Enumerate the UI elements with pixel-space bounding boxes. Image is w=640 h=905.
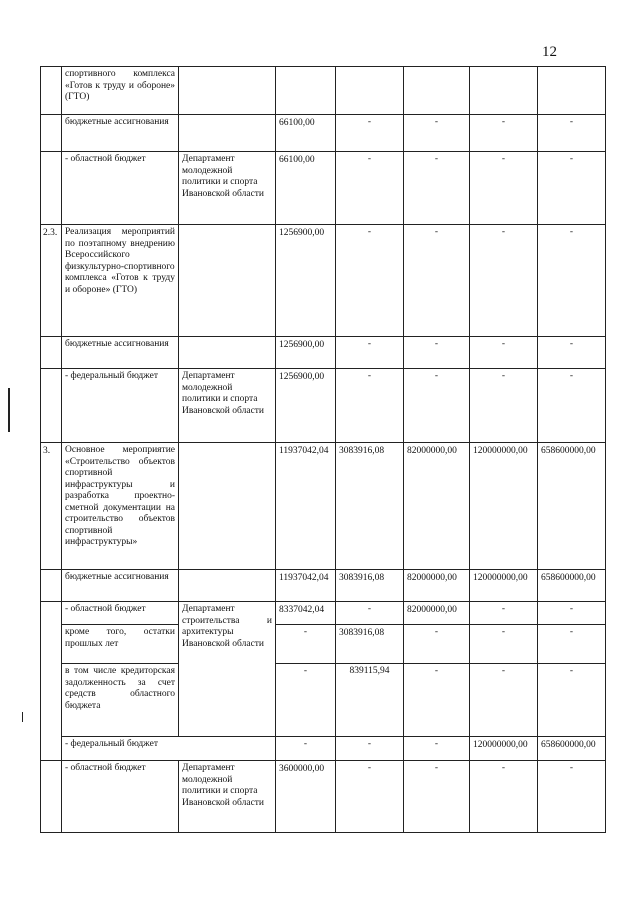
row-year-value: 82000000,00 (404, 443, 470, 570)
row-year-value: - (336, 761, 404, 833)
row-year-value: - (470, 602, 538, 625)
row-total: 1256900,00 (276, 337, 336, 369)
row-year-value: 658600000,00 (538, 570, 606, 602)
row-name: Основное мероприятие «Строительство объектов спортивной инфраструктуры и разработка проектно-сметной документации на строительство объектов спортивной инфраструктуры» (62, 443, 179, 570)
row-year-value (470, 67, 538, 115)
row-name: - федеральный бюджет (62, 737, 276, 761)
row-year-value: - (470, 625, 538, 664)
row-year-value: 3083916,08 (336, 443, 404, 570)
table-row (41, 602, 606, 625)
table-row (41, 761, 606, 833)
row-name: бюджетные ассигнования (62, 337, 179, 369)
row-year-value: - (404, 115, 470, 152)
row-year-value: - (336, 152, 404, 225)
row-name: - областной бюджет (62, 152, 179, 225)
row-year-value: - (538, 115, 606, 152)
row-year-value: 120000000,00 (470, 570, 538, 602)
row-total: - (276, 737, 336, 761)
row-executor (179, 67, 276, 115)
financing-table (40, 66, 606, 833)
row-total: 66100,00 (276, 152, 336, 225)
table-row (41, 737, 606, 761)
row-year-value: - (336, 337, 404, 369)
row-name: в том числе кредиторская задолженность за счет средств областного бюджета (62, 664, 179, 737)
row-year-value: - (404, 225, 470, 337)
row-total: 1256900,00 (276, 225, 336, 337)
row-index (41, 570, 62, 602)
table-row (41, 67, 606, 115)
row-executor (179, 337, 276, 369)
row-name: спортивного комплекса «Готов к труду и обороне» (ГТО) (62, 67, 179, 115)
row-year-value: - (470, 369, 538, 443)
row-index (41, 602, 62, 761)
table-row (41, 225, 606, 337)
row-index (41, 337, 62, 369)
row-total: 66100,00 (276, 115, 336, 152)
table-row (41, 152, 606, 225)
row-year-value: - (470, 337, 538, 369)
row-year-value: - (538, 664, 606, 737)
row-year-value: - (538, 761, 606, 833)
row-year-value: - (336, 369, 404, 443)
table-row (41, 337, 606, 369)
row-executor (179, 115, 276, 152)
row-year-value: - (404, 664, 470, 737)
row-year-value: - (336, 225, 404, 337)
row-year-value: - (538, 337, 606, 369)
row-total: - (276, 664, 336, 737)
row-year-value: 3083916,08 (336, 570, 404, 602)
row-executor: Департамент молодежной политики и спорта Ивановской области (179, 761, 276, 833)
row-name: - федеральный бюджет (62, 369, 179, 443)
table-row (41, 625, 606, 664)
row-total: 11937042,04 (276, 570, 336, 602)
row-year-value: - (336, 115, 404, 152)
row-index: 2.3. (41, 225, 62, 337)
row-total (276, 67, 336, 115)
row-name: бюджетные ассигнования (62, 115, 179, 152)
row-total: 8337042,04 (276, 602, 336, 625)
table-row (41, 570, 606, 602)
row-year-value: 82000000,00 (404, 602, 470, 625)
row-year-value: 658600000,00 (538, 737, 606, 761)
scan-mark (22, 712, 23, 722)
table-row (41, 443, 606, 570)
scan-mark (8, 388, 10, 432)
row-year-value: - (404, 152, 470, 225)
row-year-value: - (538, 369, 606, 443)
row-year-value: 120000000,00 (470, 737, 538, 761)
row-year-value: - (470, 225, 538, 337)
row-year-value: - (538, 602, 606, 625)
row-index (41, 152, 62, 225)
row-year-value: 839115,94 (336, 664, 404, 737)
row-year-value (538, 67, 606, 115)
row-name: кроме того, остатки прошлых лет (62, 625, 179, 664)
row-total: 3600000,00 (276, 761, 336, 833)
row-year-value: - (404, 337, 470, 369)
row-name: бюджетные ассигнования (62, 570, 179, 602)
row-executor: Департамент молодежной политики и спорта Ивановской области (179, 152, 276, 225)
row-name: - областной бюджет (62, 761, 179, 833)
row-year-value: - (404, 737, 470, 761)
row-year-value: - (404, 761, 470, 833)
row-index (41, 761, 62, 833)
row-year-value (336, 67, 404, 115)
row-year-value: - (404, 369, 470, 443)
row-year-value: 82000000,00 (404, 570, 470, 602)
row-total: 11937042,04 (276, 443, 336, 570)
row-year-value: - (336, 602, 404, 625)
table-row (41, 115, 606, 152)
row-executor: Департамент молодежной политики и спорта Ивановской области (179, 369, 276, 443)
row-year-value: - (470, 152, 538, 225)
row-executor (179, 570, 276, 602)
row-year-value: - (538, 152, 606, 225)
page-number: 12 (542, 44, 557, 60)
row-year-value: - (404, 625, 470, 664)
row-year-value: 3083916,08 (336, 625, 404, 664)
row-year-value: - (538, 625, 606, 664)
row-executor (179, 225, 276, 337)
row-name: Реализация мероприятий по поэтапному внедрению Всероссийского физкультурно-спортивного комплекса «Готов к труду и обороне» (ГТО) (62, 225, 179, 337)
row-year-value: - (538, 225, 606, 337)
row-index (41, 67, 62, 115)
row-name: - областной бюджет (62, 602, 179, 625)
row-executor: Департамент строительства и архитектуры Ивановской области (179, 602, 276, 737)
row-index (41, 115, 62, 152)
row-year-value: - (470, 115, 538, 152)
row-index (41, 369, 62, 443)
row-year-value: 120000000,00 (470, 443, 538, 570)
row-year-value: - (470, 761, 538, 833)
table-row (41, 664, 606, 737)
row-total: - (276, 625, 336, 664)
table-row (41, 369, 606, 443)
row-year-value: 658600000,00 (538, 443, 606, 570)
row-total: 1256900,00 (276, 369, 336, 443)
row-executor (179, 443, 276, 570)
row-year-value: - (336, 737, 404, 761)
row-index: 3. (41, 443, 62, 570)
row-year-value: - (470, 664, 538, 737)
row-year-value (404, 67, 470, 115)
